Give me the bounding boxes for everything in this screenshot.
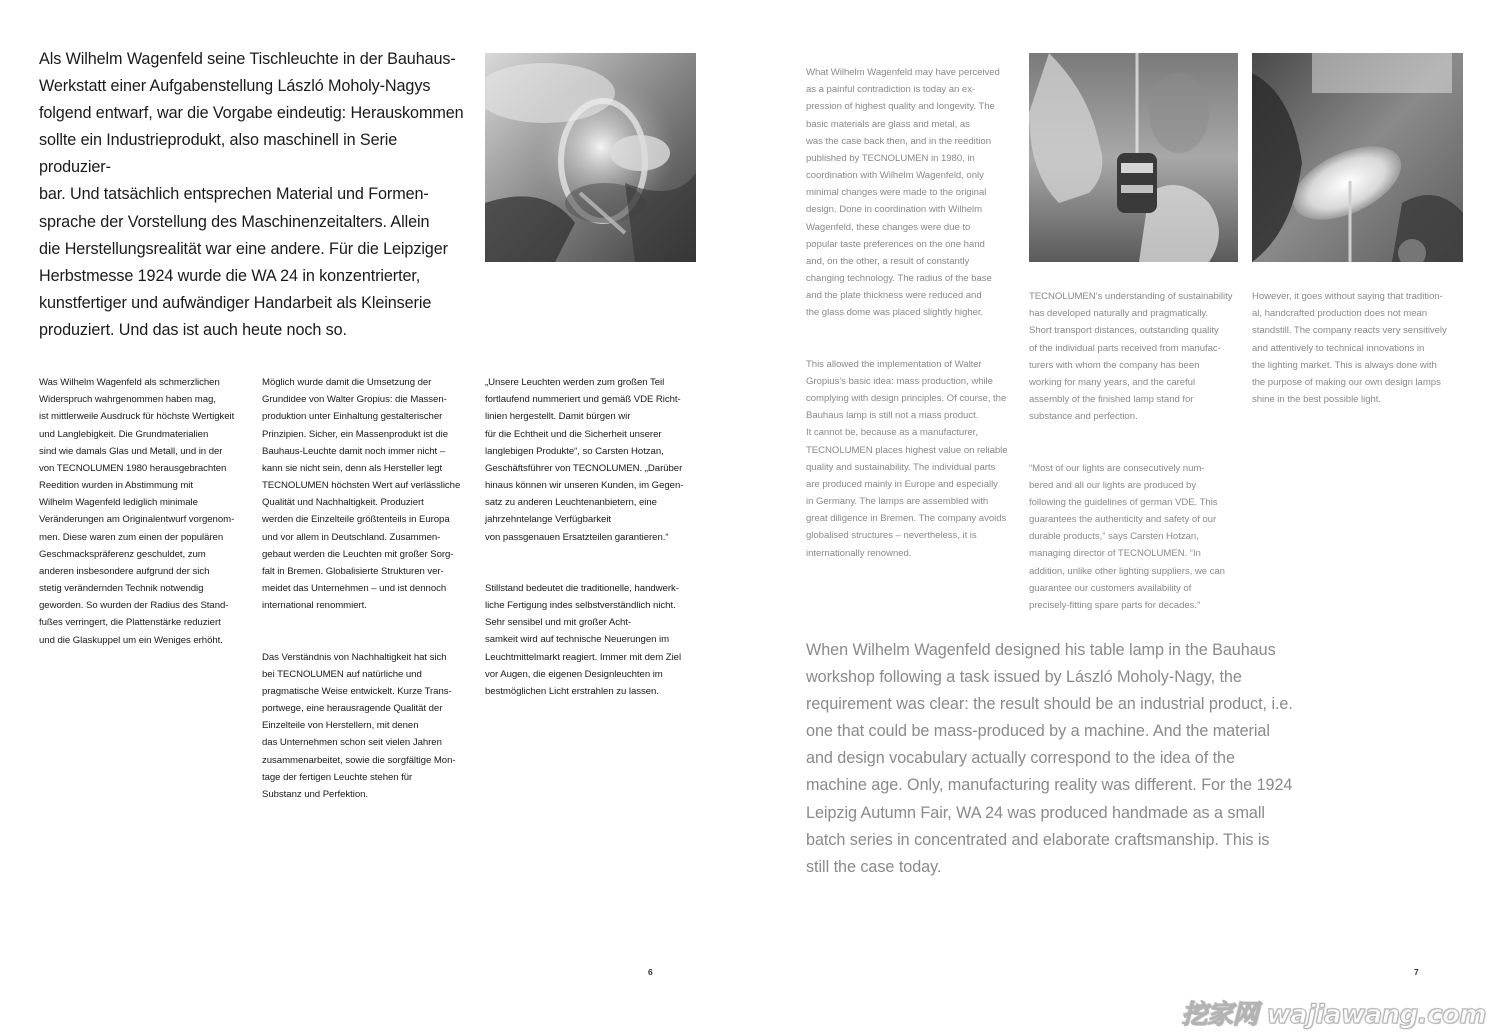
german-col2-paragraph-2: Das Verständnis von Nachhaltigkeit hat sich bei TECNOLUMEN auf natürliche und pragmatische Weise entwickelt. Kurze Trans- portwege, eine herausragende Qualität der Einzelteile von Herstellern, mit denen das Unternehmen schon seit vielen Jahren zusammenarbeitet, sowie die sorgfältige Mon- tage der fertigen Leuchte stehen für Substanz und Perfektion. bbox=[262, 651, 456, 800]
page-number-right: 7 bbox=[1414, 967, 1419, 977]
photo-lamp-base-plate bbox=[1252, 53, 1463, 262]
english-column-2 bbox=[1029, 271, 1244, 631]
german-col3-paragraph-1: „Unsere Leuchten werden zum großen Teil fortlaufend nummeriert und gemäß VDE Richt- linien hergestellt. Damit bürgen wir für die Echtheit und die Sicherheit unserer langlebigen Produkte“, so Carsten Hotzan, Geschäftsführer von TECNOLUMEN. „Darüber hinaus können wir unseren Kunden, im Gegen- satz zu anderen Leuchtenanbietern, eine jahrzehntelange Verfügbarkeit von passgenauen Ersatzteilen garantieren.“ bbox=[485, 377, 684, 543]
english-intro-paragraph: When Wilhelm Wagenfeld designed his table lamp in the Bauhaus workshop following a task issued by László Moholy-Nagy, the requirement was clear: the result should be an industrial product, i.e. one that could be mass-produced by a machine. And the material and design vocabulary actually correspond to the idea of the machine age. Only, manufacturing reality was different. For the 1924 Leipzig Autumn Fair, WA 24 was produced handmade as a small batch series in concentrated and elaborate craftsmanship. This is still the case today. bbox=[806, 641, 1293, 876]
english-column-3 bbox=[1252, 271, 1467, 425]
german-col3-paragraph-2: Stillstand bedeutet die traditionelle, handwerk- liche Fertigung indes selbstverständlich nicht. Sehr sensibel und mit großer Acht- samkeit wird auf technische Neuerungen im Leuchtmittelmarkt reagiert. Immer mit dem Ziel vor Augen, die eigenen Designleuchten im bestmöglichen Licht erstrahlen zu lassen. bbox=[485, 583, 682, 697]
english-col2-paragraph-2: “Most of our lights are consecutively num- bered and all our lights are produced by following the guidelines of german VDE. This guarantees the authenticity and safety of our durable products,” says Carsten Hotzan, managing director of TECNOLUMEN. “In addition, unlike other lighting suppliers, we can guarantee our customers availability of precisely-fitting spare parts for decades.” bbox=[1029, 462, 1225, 611]
german-col1-paragraph-1: Was Wilhelm Wagenfeld als schmerzlichen Widerspruch wahrgenommen haben mag, ist mittlerweile Ausdruck für höchste Wertigkeit und Langlebigkeit. Die Grundmaterialien sind wie damals Glas und Metall, und in der von TECNOLUMEN 1980 herausgebrachten Reedition wurden in Abstimmung mit Wilhelm Wagenfeld lediglich minimale Veränderungen am Originalentwurf vorgenom- men. Diese waren zum einen der populären Geschmackspräferenz geschuldet, zum anderen insbesondere aufgrund der sich stetig verändernden Technik notwendig geworden. So wurden der Radius des Stand- fußes verringert, die Plattenstärke reduziert und die Glaskuppel um ein Weniges erhöht. bbox=[39, 377, 235, 646]
english-col1-paragraph-2: This allowed the implementation of Walter Gropius’s basic idea: mass production, while complying with design principles. Of course, the Bauhaus lamp is still not a mass product. It cannot be, because as a manufacturer, TECNOLUMEN places highest value on reliable quality and sustainability. The individual parts are produced mainly in Europe and especially in Germany. The lamps are assembled with great diligence in Bremen. The company avoids globalised structures – nevertheless, it is internationally renowned. bbox=[806, 358, 1008, 559]
german-column-1 bbox=[39, 357, 254, 666]
photo-glass-assembly bbox=[485, 53, 696, 262]
right-page bbox=[750, 0, 1500, 1035]
english-col3-paragraph-1: However, it goes without saying that tradition- al, handcrafted production does not mean standstill. The company reacts very sensitively and attentively to technical innovations in the lighting market. This is always done with the purpose of making our own design lamps shine in the best possible light. bbox=[1252, 291, 1447, 406]
english-column-1 bbox=[806, 47, 1021, 579]
german-intro-paragraph: Als Wilhelm Wagenfeld seine Tischleuchte in der Bauhaus- Werkstatt einer Aufgabenstellung László Moholy-Nagys folgend entwarf, war die Vorgabe eindeutig: Herauskommen sollte ein Industrieprodukt, also maschinell in Serie produzier- bar. Und tatsächlich entsprechen Material und Formen- sprache der Vorstellung des Maschinenzeitalters. Allein die Herstellungsrealität war eine andere. Für die Leipziger Herbstmesse 1924 wurde die WA 24 in konzentrierter, kunstfertiger und aufwändiger Handarbeit als Kleinserie produziert. Und das ist auch heute noch so. bbox=[39, 50, 464, 339]
german-column-2 bbox=[262, 357, 477, 820]
german-column-3 bbox=[485, 357, 700, 717]
site-watermark: 挖家网 wajiawang.com bbox=[1181, 1000, 1486, 1030]
page-number-left: 6 bbox=[648, 967, 653, 977]
english-col2-paragraph-1: TECNOLUMEN’s understanding of sustainability has developed naturally and pragmatically. Short transport distances, outstanding quality of the individual parts received from manufac- turers with whom the company has been working for many years, and the careful assembly of the finished lamp stand for substance and perfection. bbox=[1029, 291, 1233, 423]
english-col1-paragraph-1: What Wilhelm Wagenfeld may have perceived as a painful contradiction is today an ex- pression of highest quality and longevity. The basic materials are glass and metal, as was the case back then, and in the reedition published by TECNOLUMEN in 1980, in coordination with Wilhelm Wagenfeld, only minimal changes were made to the original design. Done in coordination with Wilhelm Wagenfeld, these changes were due to popular taste preferences on the one hand and, on the other, a result of constantly changing technology. The radius of the base and the plate thickness were reduced and the glass dome was placed slightly higher. bbox=[806, 67, 1000, 319]
photo-hands-assembling-lamp bbox=[1029, 53, 1238, 262]
german-col2-paragraph-1: Möglich wurde damit die Umsetzung der Grundidee von Walter Gropius: die Massen- produktion unter Einhaltung gestalterischer Prinzipien. Sicher, ein Massenprodukt ist die Bauhaus-Leuchte damit noch immer nicht – kann sie nicht sein, denn als Hersteller legt TECNOLUMEN höchsten Wert auf verlässliche Qualität und Nachhaltigkeit. Produziert werden die Einzelteile größtenteils in Europa und vor allem in Deutschland. Zusammen- gebaut werden die Leuchten mit großer Sorg- falt in Bremen. Globalisierte Strukturen ver- meidet das Unternehmen – und ist dennoch international renommiert. bbox=[262, 377, 461, 612]
